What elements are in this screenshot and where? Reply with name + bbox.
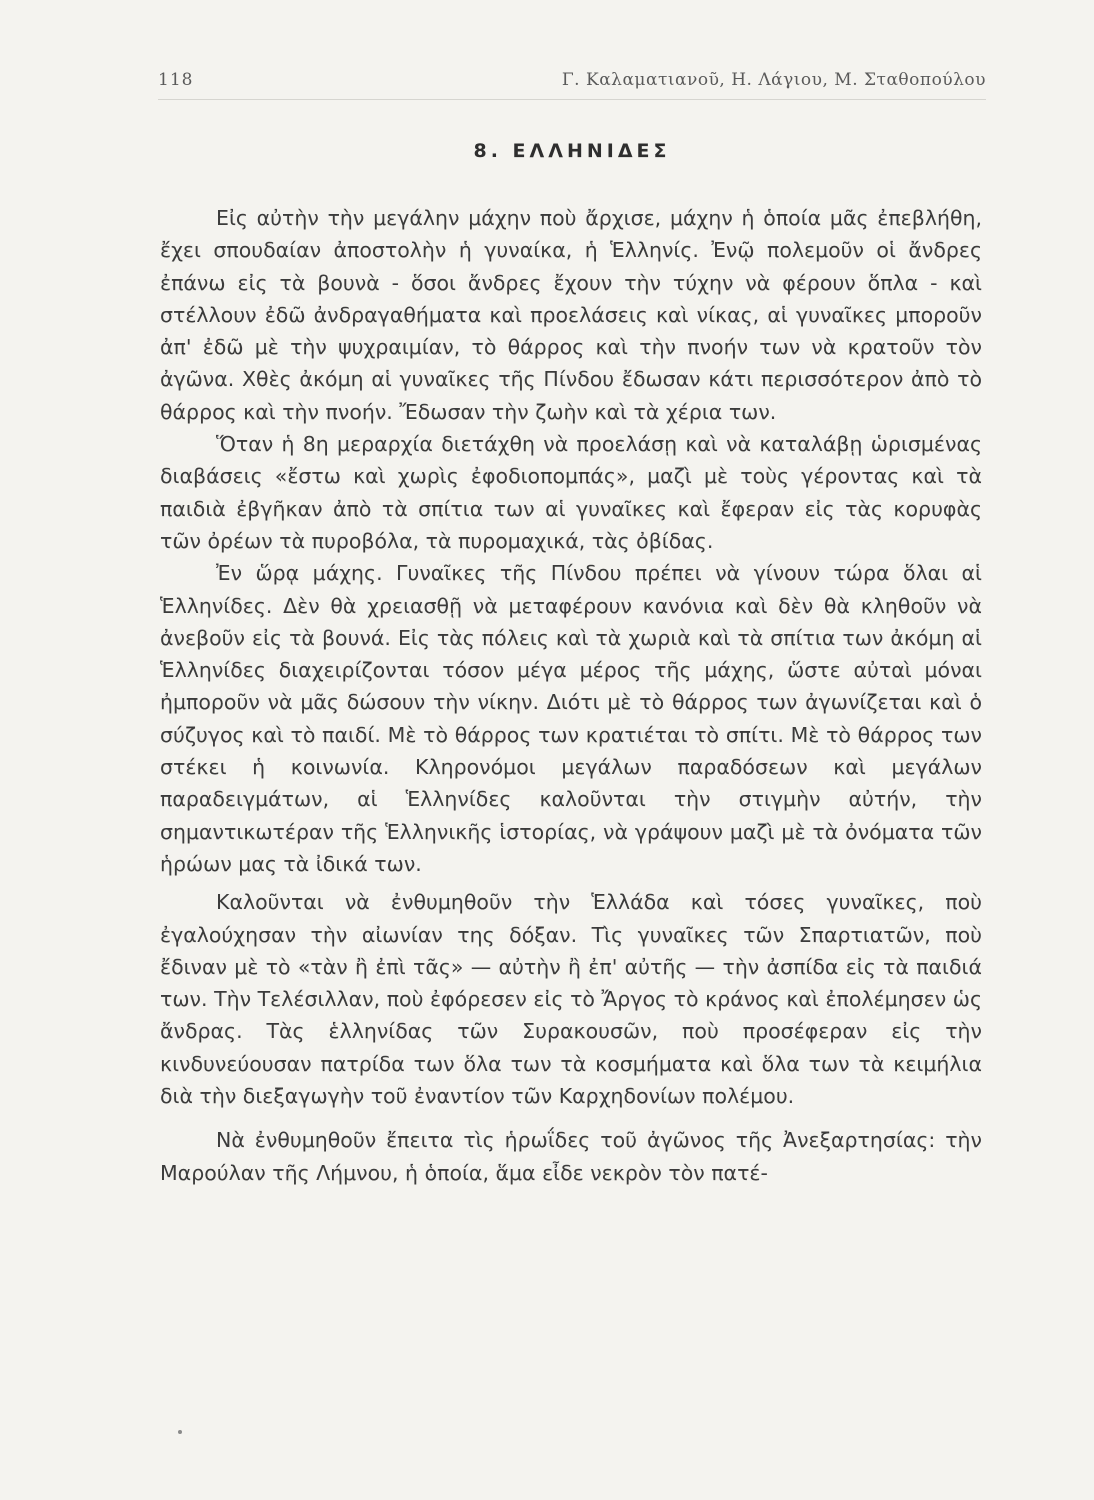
- paragraph: Ὅταν ἡ 8η μεραρχία διετάχθη νὰ προελάσῃ καὶ νὰ καταλάβῃ ὡρισμένας διαβάσεις «ἔστω καὶ χωρὶς ἐφοδιοπομπάς», μαζὶ μὲ τοὺς γέροντας καὶ τὰ παιδιὰ ἐβγῆκαν ἀπὸ τὰ σπίτια των αἱ γυναῖκες καὶ ἔφεραν εἰς τὰς κορυφὰς τῶν ὀρέων τὰ πυροβόλα, τὰ πυρομαχικά, τὰς ὀβίδας.: [160, 432, 982, 553]
- paragraph: Νὰ ἐνθυμηθοῦν ἔπειτα τὶς ἡρωΐδες τοῦ ἀγῶνος τῆς Ἀνεξαρτησίας: τὴν Μαρούλαν τῆς Λήμνου, ἡ ὁποία, ἅμα εἶδε νεκρὸν τὸν πατέ-: [160, 1128, 982, 1185]
- running-head: [158, 70, 986, 96]
- page-number: 118: [158, 70, 194, 90]
- body-text: [160, 202, 982, 1189]
- scan-speck: [178, 1430, 182, 1434]
- chapter-title: 8. ΕΛΛΗΝΙΔΕΣ: [473, 140, 671, 162]
- paragraph: Ἐν ὥρᾳ μάχης. Γυναῖκες τῆς Πίνδου πρέπει νὰ γίνουν τώρα ὅλαι αἱ Ἑλληνίδες. Δὲν θὰ χρειασθῇ νὰ μεταφέρουν κανόνια καὶ δὲν θὰ κληθοῦν νὰ ἀνεβοῦν εἰς τὰ βουνά. Εἰς τὰς πόλεις καὶ τὰ χωριὰ καὶ τὰ σπίτια των ἀκόμη αἱ Ἑλληνίδες διαχειρίζονται τόσον μέγα μέρος τῆς μάχης, ὥστε αὐταὶ μόναι ἠμποροῦν νὰ μᾶς δώσουν τὴν νίκην. Διότι μὲ τὸ θάρρος των ἀγωνίζεται καὶ ὁ σύζυγος καὶ τὸ παιδί. Μὲ τὸ θάρρος των κρατιέται τὸ σπίτι. Μὲ τὸ θάρρος των στέκει ἡ κοινωνία. Κληρονόμοι μεγάλων παραδόσεων καὶ μεγάλων παραδειγμάτων, αἱ Ἑλληνίδες καλοῦνται τὴν στιγμὴν αὐτήν, τὴν σημαντικωτέραν τῆς Ἑλληνικῆς ἱστορίας, νὰ γράψουν μαζὶ μὲ τὰ ὀνόματα τῶν ἡρώων μας τὰ ἰδικά των.: [160, 561, 982, 876]
- paragraph: Εἰς αὐτὴν τὴν μεγάλην μάχην ποὺ ἄρχισε, μάχην ἡ ὁποία μᾶς ἐπεβλήθη, ἔχει σπουδαίαν ἀποστολὴν ἡ γυναίκα, ἡ Ἑλληνίς. Ἐνῷ πολεμοῦν οἱ ἄνδρες ἐπάνω εἰς τὰ βουνὰ - ὅσοι ἄνδρες ἔχουν τὴν τύχην νὰ φέρουν ὅπλα - καὶ στέλλουν ἐδῶ ἀνδραγαθήματα καὶ προελάσεις καὶ νίκας, αἱ γυναῖκες μποροῦν ἀπ' ἐδῶ μὲ τὴν ψυχραιμίαν, τὸ θάρρος καὶ τὴν πνοήν των νὰ κρατοῦν τὸν ἀγῶνα. Χθὲς ἀκόμη αἱ γυναῖκες τῆς Πίνδου ἔδωσαν κάτι περισσότερον ἀπὸ τὸ θάρρος καὶ τὴν πνοήν. Ἔδωσαν τὴν ζωὴν καὶ τὰ χέρια των.: [160, 206, 982, 424]
- paragraph: Καλοῦνται νὰ ἐνθυμηθοῦν τὴν Ἑλλάδα καὶ τόσες γυναῖκες, ποὺ ἐγαλούχησαν τὴν αἰωνίαν της δόξαν. Τὶς γυναῖκες τῶν Σπαρτιατῶν, ποὺ ἔδιναν μὲ τὸ «τὰν ἢ ἐπὶ τᾶς» — αὐτὴν ἢ ἐπ' αὐτῆς — τὴν ἀσπίδα εἰς τὰ παιδιά των. Τὴν Τελέσιλλαν, ποὺ ἐφόρεσεν εἰς τὸ Ἄργος τὸ κράνος καὶ ἐπολέμησεν ὡς ἄνδρας. Τὰς ἑλληνίδας τῶν Συρακουσῶν, ποὺ προσέφεραν εἰς τὴν κινδυνεύουσαν πατρίδα των ὅλα των τὰ κοσμήματα καὶ ὅλα των τὰ κειμήλια διὰ τὴν διεξαγωγὴν τοῦ ἐναντίον τῶν Καρχηδονίων πολέμου.: [160, 890, 982, 1109]
- header-divider: [158, 99, 986, 100]
- running-title: Γ. Καλαματιανοῦ, Η. Λάγιου, Μ. Σταθοπούλου: [561, 70, 986, 90]
